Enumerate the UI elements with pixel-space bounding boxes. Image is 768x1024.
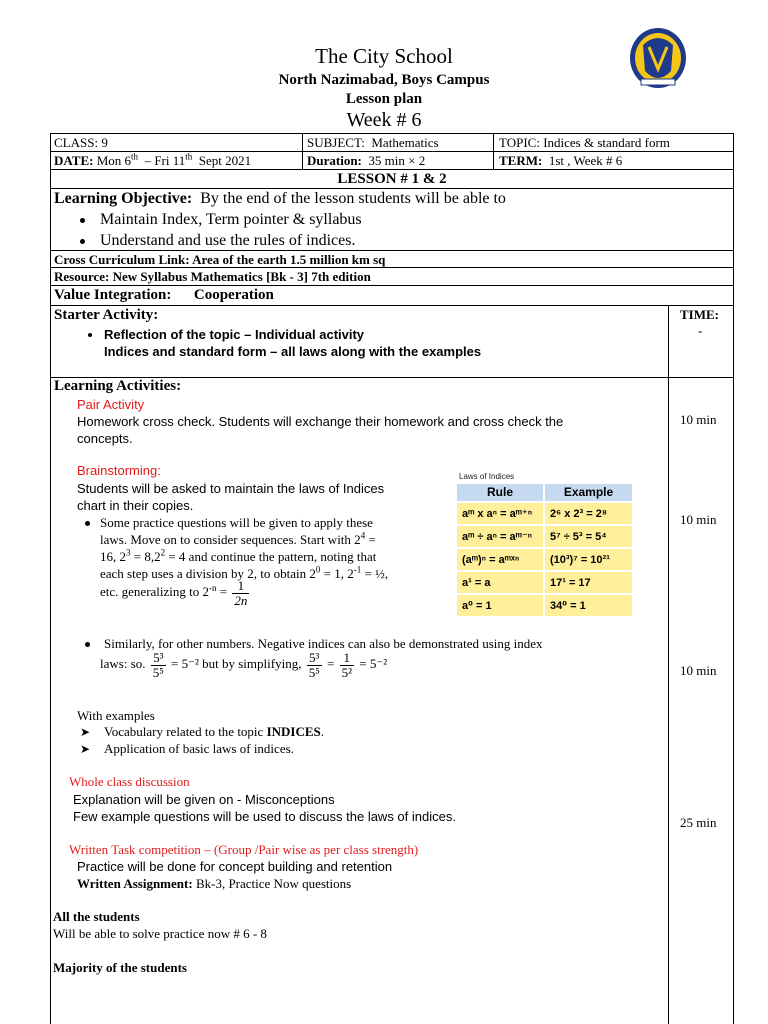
chart-header-rule: Rule bbox=[457, 484, 543, 501]
brainstorming-text: chart in their copies. bbox=[77, 498, 194, 513]
campus-name: North Nazimabad, Boys Campus bbox=[278, 72, 490, 88]
activity-time: 25 min bbox=[680, 815, 717, 830]
law-example: 2⁶ x 2³ = 2⁸ bbox=[545, 502, 632, 524]
majority-students-heading: Majority of the students bbox=[53, 960, 187, 975]
brainstorming-title: Brainstorming: bbox=[77, 463, 161, 478]
pair-activity-text: concepts. bbox=[77, 431, 133, 446]
document-type: Lesson plan bbox=[345, 91, 423, 107]
bullet-icon bbox=[85, 642, 90, 647]
resource: Resource: New Syllabus Mathematics [Bk - 3] 7th edition bbox=[54, 269, 371, 284]
fraction: $\frac{1}{2n}$ bbox=[234, 578, 248, 608]
chart-title: Laws of Indices bbox=[459, 472, 515, 481]
bullet-icon bbox=[80, 218, 85, 223]
activity-time: 10 min bbox=[680, 412, 717, 427]
bullet-icon bbox=[80, 239, 85, 244]
bullet-text: laws. Move on to consider sequences. Start with $2^4$ = bbox=[100, 530, 376, 547]
class-cell: CLASS: 9 bbox=[54, 135, 108, 150]
arrow-item: Vocabulary related to the topic INDICES. bbox=[104, 724, 325, 739]
bullet-text: Some practice questions will be given to apply these bbox=[100, 515, 373, 530]
law-rule: aᵐ x aⁿ = aᵐ⁺ⁿ bbox=[457, 502, 543, 524]
duration-cell: Duration: 35 min × 2 bbox=[307, 153, 426, 168]
value-integration: Value Integration: Cooperation bbox=[54, 287, 274, 303]
laws-of-indices-chart bbox=[457, 472, 632, 622]
time-heading: TIME: bbox=[680, 307, 719, 322]
cross-curriculum-link: Cross Curriculum Link: Area of the earth 1.5 million km sq bbox=[54, 252, 386, 267]
starter-line: Reflection of the topic – Individual activity bbox=[104, 327, 365, 342]
law-rule: (aᵐ)ⁿ = aᵐˣⁿ bbox=[457, 548, 543, 570]
arrow-item: Application of basic laws of indices. bbox=[104, 741, 294, 756]
term-cell: TERM: 1st , Week # 6 bbox=[499, 153, 623, 168]
starter-time: - bbox=[698, 323, 703, 338]
chart-header-example: Example bbox=[545, 484, 632, 501]
law-rule: a¹ = a bbox=[457, 571, 543, 593]
bullet-text: 16, $2^3 = 8,2^2 = 4$ and continue the pattern, noting that bbox=[100, 547, 377, 564]
written-assignment: Written Assignment: Bk-3, Practice Now questions bbox=[77, 876, 352, 891]
lesson-number: LESSON # 1 & 2 bbox=[337, 171, 447, 187]
bullet-icon bbox=[88, 333, 92, 337]
all-students-heading: All the students bbox=[53, 909, 140, 924]
bullet-text: etc. generalizing to $2^{-n}$ = $\frac{1}{2n}$ bbox=[100, 578, 248, 608]
objective-item: Maintain Index, Term pointer & syllabus bbox=[100, 211, 362, 228]
school-logo-icon bbox=[627, 25, 689, 95]
arrow-bullet-icon: ➤ bbox=[80, 742, 91, 756]
bullet-text: laws: so. $\frac{\text{5³}}{\text{5⁵}}$ = 5⁻² but by simplifying, $\frac{\text{5³}}{\text{5⁵}}$ = $\frac{1}{\text{5²}}$ = 5⁻² bbox=[100, 650, 388, 680]
whole-class-text: Explanation will be given on - Misconceptions bbox=[73, 792, 335, 807]
topic-cell: TOPIC: Indices & standard form bbox=[499, 135, 670, 150]
law-example: 34⁰ = 1 bbox=[545, 594, 632, 616]
learning-activities-heading: Learning Activities: bbox=[54, 378, 182, 394]
bullet-text: each step uses a division by 2, to obtain $2^0 = 1$, $2^{-1}$ = ½, bbox=[100, 564, 389, 581]
law-example: 5⁷ ÷ 5³ = 5⁴ bbox=[545, 525, 632, 547]
fraction: $\frac{\text{5³}}{\text{5⁵}}$ bbox=[152, 650, 164, 680]
written-task-text: Practice will be done for concept building and retention bbox=[77, 859, 393, 874]
week-title: Week # 6 bbox=[346, 109, 422, 131]
arrow-bullet-icon: ➤ bbox=[80, 725, 91, 739]
starter-activity-heading: Starter Activity: bbox=[54, 307, 159, 323]
all-students-text: Will be able to solve practice now # 6 - 8 bbox=[53, 926, 267, 941]
objective-item: Understand and use the rules of indices. bbox=[100, 232, 356, 249]
activity-time: 10 min bbox=[680, 663, 717, 678]
activity-time: 10 min bbox=[680, 512, 717, 527]
brainstorming-text: Students will be asked to maintain the laws of Indices bbox=[77, 481, 385, 496]
law-example: (10³)⁷ = 10²¹ bbox=[545, 548, 632, 570]
date-cell: DATE: Mon 6th – Fri 11th Sept 2021 bbox=[54, 151, 252, 168]
law-rule: a⁰ = 1 bbox=[457, 594, 543, 616]
with-examples: With examples bbox=[77, 708, 155, 723]
whole-class-text: Few example questions will be used to discuss the laws of indices. bbox=[73, 809, 456, 824]
bullet-text: Similarly, for other numbers. Negative indices can also be demonstrated using index bbox=[104, 636, 543, 651]
bullet-icon bbox=[85, 521, 90, 526]
learning-objective: Learning Objective: By the end of the lesson students will be able to bbox=[54, 190, 506, 207]
starter-line: Indices and standard form – all laws along with the examples bbox=[104, 344, 482, 359]
written-task-title: Written Task competition – (Group /Pair wise as per class strength) bbox=[69, 842, 419, 857]
fraction: $\frac{\text{5³}}{\text{5⁵}}$ bbox=[308, 650, 320, 680]
pair-activity-text: Homework cross check. Students will exchange their homework and cross check the bbox=[77, 414, 564, 429]
school-name: The City School bbox=[315, 44, 453, 68]
pair-activity-title: Pair Activity bbox=[77, 397, 145, 412]
law-rule: aᵐ ÷ aⁿ = aᵐ⁻ⁿ bbox=[457, 525, 543, 547]
law-example: 17¹ = 17 bbox=[545, 571, 632, 593]
fraction: $\frac{1}{\text{5²}}$ bbox=[341, 650, 352, 680]
whole-class-title: Whole class discussion bbox=[69, 774, 190, 789]
subject-cell: SUBJECT: Mathematics bbox=[307, 135, 439, 150]
